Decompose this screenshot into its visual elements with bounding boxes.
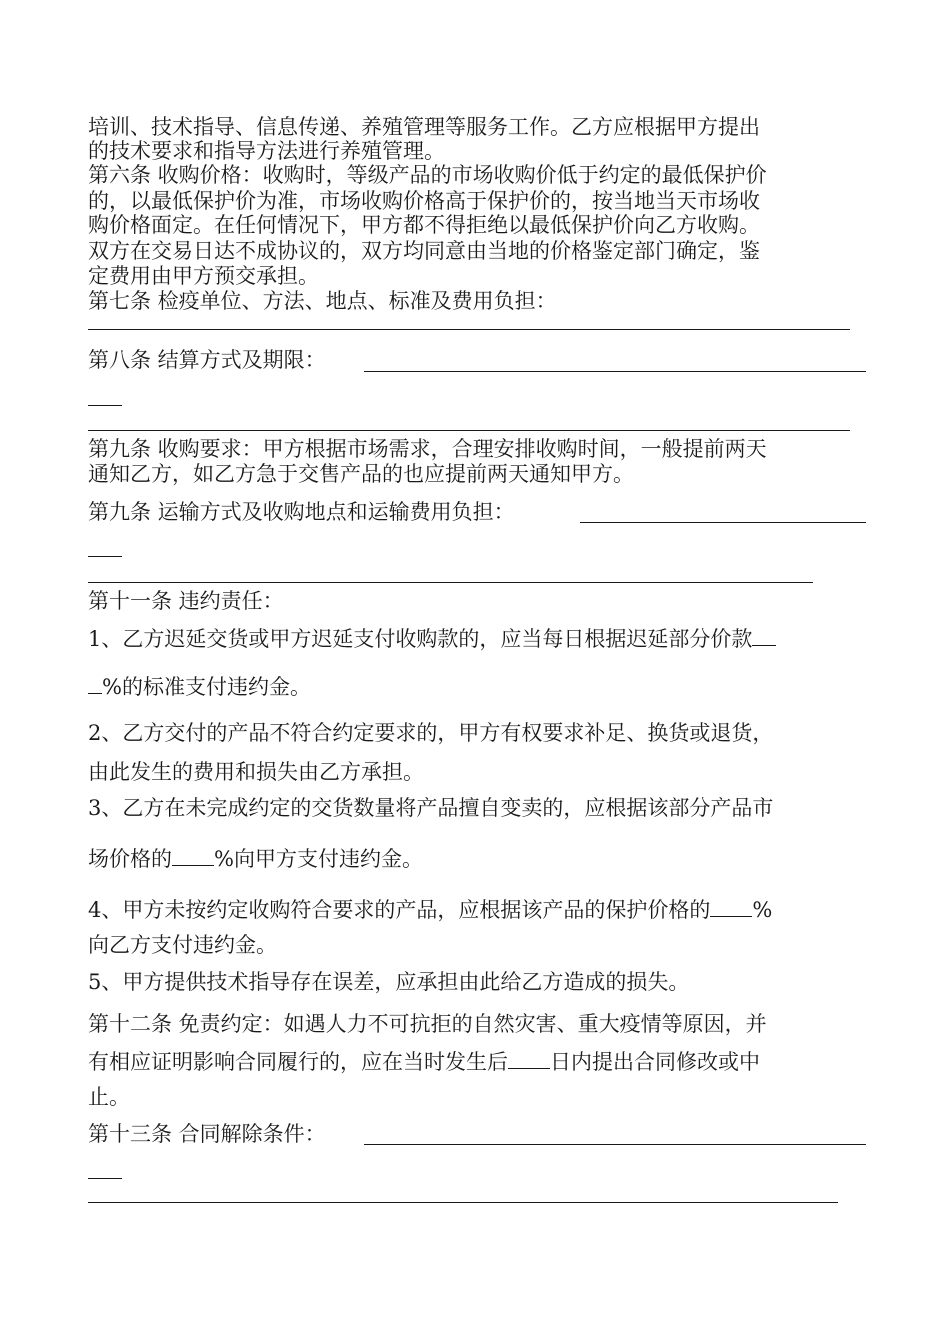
article-11-item-1-tail: %的标准支付违约金。 — [102, 675, 311, 699]
article-11-item-2-line-1: 2、乙方交付的产品不符合约定要求的，甲方有权要求补足、换货或退货， — [88, 721, 774, 745]
intro-line-2: 的技术要求和指导方法进行养殖管理。 — [88, 139, 445, 163]
article-12-lead: 有相应证明影响合同履行的，应在当时发生后 — [88, 1050, 508, 1074]
article-11-item-4-blank — [710, 896, 752, 917]
article-13-blank-line-1 — [364, 1144, 866, 1145]
article-9b-blank-line-1 — [580, 522, 866, 523]
article-6-line-5: 定费用由甲方预交承担。 — [88, 264, 319, 288]
article-6-line-3: 购价格面定。在任何情况下，甲方都不得拒绝以最低保护价向乙方收购。 — [88, 213, 760, 237]
article-7-label: 第七条 检疫单位、方法、地点、标准及费用负担： — [88, 289, 557, 313]
article-8-label: 第八条 结算方式及期限： — [88, 348, 326, 372]
article-11-item-3-tail: %向甲方支付违约金。 — [214, 847, 423, 871]
article-8-blank-line-3 — [88, 430, 850, 431]
article-11-item-5: 5、甲方提供技术指导存在误差，应承担由此给乙方造成的损失。 — [88, 970, 690, 994]
article-9b-label: 第九条 运输方式及收购地点和运输费用负担： — [88, 500, 515, 524]
article-11-item-3-blank — [172, 845, 214, 866]
article-11-title: 第十一条 违约责任： — [88, 589, 284, 613]
article-9a-line-2: 通知乙方，如乙方急于交售产品的也应提前两天通知甲方。 — [88, 462, 634, 486]
article-8-blank-line-1 — [364, 371, 866, 372]
article-11-item-4-line-2: 向乙方支付违约金。 — [88, 933, 277, 957]
article-11-item-1-line-1 — [88, 625, 776, 651]
article-9a-line-1: 第九条 收购要求：甲方根据市场需求，合理安排收购时间，一般提前两天 — [88, 437, 767, 461]
article-11-item-1-text: 1、乙方迟延交货或甲方迟延支付收购款的，应当每日根据迟延部分价款 — [88, 627, 753, 651]
article-12-tail: 日内提出合同修改或中 — [550, 1050, 760, 1074]
article-11-item-3-line-1: 3、乙方在未完成约定的交货数量将产品擅自变卖的，应根据该部分产品市 — [88, 796, 774, 820]
article-12-line-1: 第十二条 免责约定：如遇人力不可抗拒的自然灾害、重大疫情等原因，并 — [88, 1012, 767, 1036]
article-11-item-4-line-1 — [88, 896, 772, 922]
article-13-blank-line-3 — [88, 1202, 838, 1203]
article-13-label: 第十三条 合同解除条件： — [88, 1122, 326, 1146]
article-13-blank-line-2 — [88, 1178, 122, 1179]
article-11-item-4-percent: % — [752, 898, 773, 922]
intro-line-1: 培训、技术指导、信息传递、养殖管理等服务工作。乙方应根据甲方提出 — [88, 115, 760, 139]
article-6-line-1: 第六条 收购价格：收购时，等级产品的市场收购价低于约定的最低保护价 — [88, 163, 767, 187]
article-11-item-1-blank-a — [752, 625, 776, 646]
article-12-line-3: 止。 — [88, 1085, 130, 1109]
article-11-item-3-lead: 场价格的 — [88, 847, 172, 871]
article-11-item-3-line-2 — [88, 845, 423, 871]
article-12-line-2 — [88, 1048, 760, 1074]
article-6-line-4: 双方在交易日达不成协议的，双方均同意由当地的价格鉴定部门确定，鉴 — [88, 239, 760, 263]
article-9b-blank-line-2 — [88, 556, 122, 557]
article-9b-blank-line-3 — [88, 582, 813, 583]
article-12-blank — [508, 1048, 550, 1069]
article-6-line-2: 的，以最低保护价为准，市场收购价格高于保护价的，按当地当天市场收 — [88, 189, 760, 213]
article-11-item-4-lead: 4、甲方未按约定收购符合要求的产品，应根据该产品的保护价格的 — [88, 898, 711, 922]
article-11-item-1-line-2 — [88, 673, 311, 699]
article-11-item-1-blank-b — [88, 673, 102, 694]
article-8-blank-line-2 — [88, 405, 122, 406]
article-7-blank-line — [88, 329, 850, 330]
article-11-item-2-line-2: 由此发生的费用和损失由乙方承担。 — [88, 760, 424, 784]
